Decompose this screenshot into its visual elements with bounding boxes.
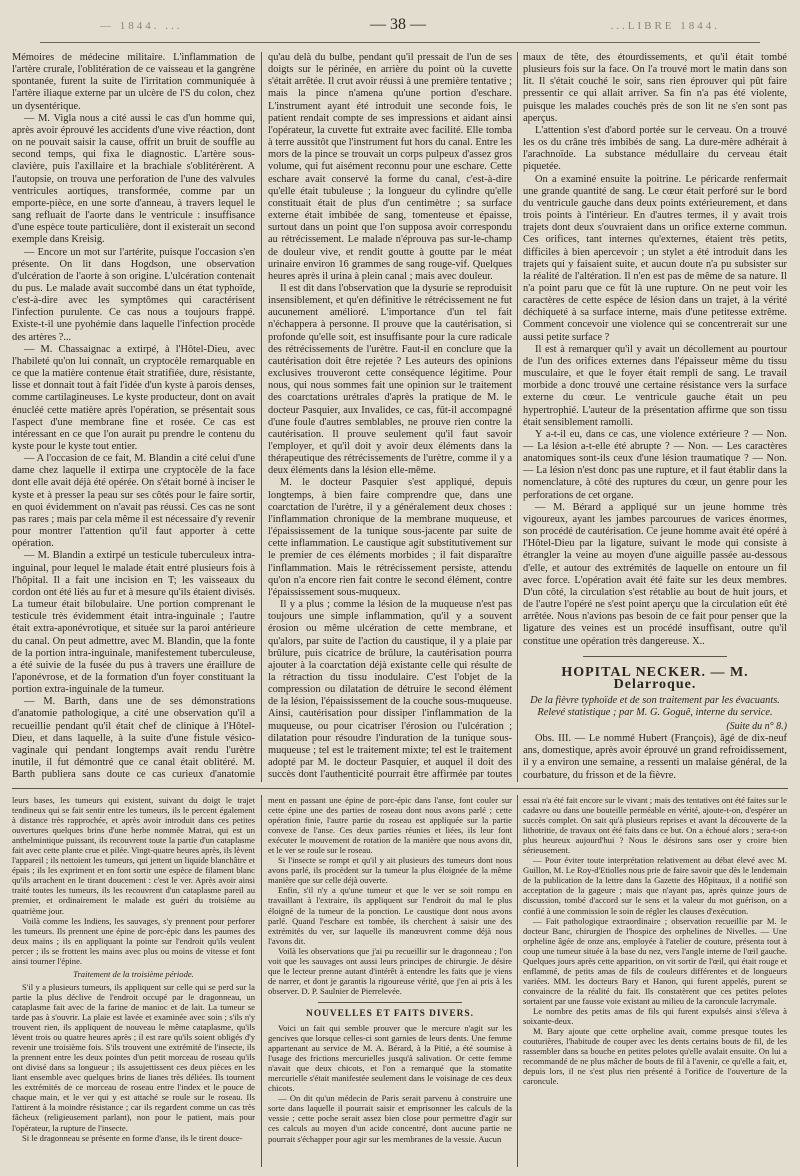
paragraph: L'attention s'est d'abord portée sur le cerveau. On a trouvé les os du crâne très imbibés de sang. La dure-mère adhérait à l'arachnoïde. La substance médullaire du cerveau était piquetée. <box>523 124 787 173</box>
paragraph: leurs bases, les tumeurs qui existent, suivant du doigt le trajet tendineux qui se fait sentir entre les tumeurs, ils le percent également à distance très rapprochée, et après avoir introduit dans ces petites ouvertures quelques brins d'une herbe nommée Matrai, qui est un anthelmintique puissant, ils recouvrent toute la partie d'un cataplasme fait avec cette plante crue et pilée. Vingt-quatre heures après, ils lèvent l'appareil ; ils nettoient les tumeurs, qui jettent un liquide blanchâtre et épais ; ils les expriment et en font sortir une espèce de filament blanc qu'ils arrachent en le tirant doucement : c'est le ver. Après avoir ainsi traité toutes les tumeurs, ils les recouvrent d'un cataplasme pareil au premier, et ordinairement le malade est guéri du troisième au quatrième jour. <box>12 795 255 916</box>
paragraph: maux de tête, des étourdissements, et qu'il était tombé plusieurs fois sur la face. On l'a trouvé mort le matin dans son lit. Il s'était couché le soir, sans rien éprouver qui pût faire pressentir ce qui allait arriver. Sa fin n'a pas été violente, puisque les malades couchés près de son lit ne s'en sont pas aperçus. <box>523 52 787 124</box>
hospital-section-title: HOPITAL NECKER. — M. Delarroque. <box>561 664 749 692</box>
column-rule <box>517 52 518 782</box>
paragraph: Il est dit dans l'observation que la dysurie se reproduisit insensiblement, et qu'en définitive le rétrécissement ne fut aucunement amélioré. L'importance d'un tel fait n'échappera à personne. Il prouve que la cautérisation, si profonde qu'elle soit, est insuffisante pour la cure radicale des rétrécissements de l'urètre. Faut-il en conclure que la cautérisation doit être rejetée ? Les auteurs des opinions exclusives trouveront cette conséquence légitime. Pour nous, qui nous sommes fait une opinion sur le traitement des coarctations urétrales d'après la pratique de M. le docteur Pasquier, aux Invalides, ce cas, fût-il accompagné d'une foule d'autres semblables, ne prouve rien contre la cautérisation. Il prouve seulement qu'il faut savoir l'employer, et qu'il doit y avoir deux éléments dans la thérapeutique des rétrécissements de l'urètre, comme il y a deux éléments dans la lésion elle-même. <box>268 282 512 477</box>
paragraph: — On dit qu'un médecin de Paris serait parvenu à construire une sorte dans laquelle il pourrait saisir et emprisonner les calculs de la vessie ; cette poche serait assez bien close pour permettre d'agir sur ces calculs au moyen d'un acide concentré, dont aucune partie ne pourrait s'échapper pour agir sur les membranes de la vessie. Aucun <box>268 1093 512 1144</box>
paragraph: Y a-t-il eu, dans ce cas, une violence extérieure ? — Non. — La lésion a-t-elle été abrupte ? — Non. — Les caractères anatomiques sont-ils ceux d'une lésion traumatique ? — Non. — La lésion n'est donc pas une rupture, et il faut établir dans la nomenclature, à côté des ruptures du cœur, un genre pour les perforations de cet organe. <box>523 428 787 501</box>
bottom-column-2 <box>268 795 512 1167</box>
paragraph: S'il y a plusieurs tumeurs, ils appliquent sur celle qui se perd sur la partie la plus déclive de l'endroit occupé par le dragonneau, un cataplasme fait avec de la farine de manioc et de lait. La tumeur se tarde pas à s'ouvrir. La plaie est lavée et examinée avec soin ; s'ils n'y trouvent rien, ils appliquent de nouveau le même cataplasme, qu'ils lèvent trois ou quatre heures après ; il est rare qu'ils soient obligés d'y revenir une troisième fois. S'ils trouvent une extrémité de l'insecte, ils la prennent entre les deux pointes d'un petit morceau de roseau qu'ils ont divisé dans sa longueur ; ils assujettissent ces deux pièces en les liant ensemble avec quelques brins de lianes très déliées. Ils tournent les extrémités de ce morceau de roseau entre l'index et le pouce de chaque main, et le ver qui y est attaché se roule sur le roseau. Ils l'attirent à la moindre résistance ; car ils regardent comme un cas très fâcheux (religieusement parlant), non pour le patient, mais pour l'opérateur, la rupture de l'insecte. <box>12 981 255 1133</box>
bottom-column-1 <box>12 795 255 1167</box>
paragraph: ment en passant une épine de porc-épic dans l'anse, font couler sur cette épine une des parties de roseau dont nous avons parlé ; cette opération finie, l'autre partie du roseau est appliquée sur la partie convexe de l'anse. Ces deux parties réunies et liées, ils leur font exécuter le mouvement de rotation de la manière que nous avons dit, et le ver se roule sur le roseau. <box>268 795 512 856</box>
paragraph: — A l'occasion de ce fait, M. Blandin a cité celui d'une dame chez laquelle il extirpa une cryptocèle de la face dont elle avait déjà été opérée. On s'était borné à inciser le kyste et à presser la peau sur ses côtés pour le faire sortir, en quoi évidemment on n'avait pas réussi. Ces cas ne sont pas rares ; mais par cela même il est nécessaire d'y revenir pour montrer l'attention qu'il faut apporter à cette opération. <box>12 453 255 550</box>
paragraph: Il y a plus ; comme la lésion de la muqueuse n'est pas toujours une simple inflammation, qu'il y a souvent érosion ou même ulcération de cette membrane, et qu'alors, par suite de l'action du caustique, il y a plaie par brûlure, puis cicatrice de brûlure, la cautérisation pourra ajouter à la coarctation déjà existante celle qui résulte de la rétraction du tissu inodulaire. C'est l'objet de la compression ou dilatation de détruire le second élément de la lésion, l'épaississement de la couche sous-muqueuse. Ainsi, cautérisation pour dissiper l'inflammation de la muqueuse, ou pour cicatriser l'érosion ou l'ulcération ; dilatation pour résoudre l'induration de la tunique sous-muqueuse ; tel est le traitement mixte; tel est le traitement adopté par M. le docteur Pasquier, et auquel il doit des succès dont l'authenticité pourrait être affirmée par toutes <box>268 599 512 781</box>
hospital-subtitle: De la fièvre typhoïde et de son traitement par les évacuants. Relevé statistique ; par M. G. Goguê, interne du service. <box>530 694 780 718</box>
section-divider <box>583 656 727 657</box>
header-left-text: — 1844. ... <box>100 20 183 32</box>
paragraph: — Fait pathologique extraordinaire ; observation recueillie par M. le docteur Banc, chirurgien de l'hospice des orphelines de Nivelles. — Une orpheline âgée de onze ans, employée à l'atelier de couture, présenta tout à coup une tumeur située à la base du nez, vers l'angle interne de l'œil gauche. Quelques jours après cette apparition, on vit sortir de l'œil, qui était rouge et enflammé, de petits amas de fils de couleurs différentes et de longueurs variées. MM. les docteurs Bary et Hanon, qui furent appelés, purent se convaincre de la réalité du fait. Ils constatèrent que ces petites pelotes sortaient par une fausse voie existant au milieu de la caroncule lacrymale. <box>523 915 787 1006</box>
feuilleton-rule <box>12 788 788 789</box>
paragraph: — M. Chassaignac a extirpé, à l'Hôtel-Dieu, avec l'habileté qu'on lui connaît, un cryptocèle remarquable en ce que la matière contenue était stratifiée, dure, résistante, lisse et donnait tout à fait l'idée d'un kyste à parois denses, comme cartilagineuses. Le kyste producteur, dont on avait énucléé cette matière après l'opération, se présentait sous l'aspect d'une membrane fine et rosée. Ce cas est intéressant en ce que l'on aurait pu prendre le contenu du kyste pour le kyste tout entier. <box>12 343 255 452</box>
paragraph: Obs. III. — Le nommé Hubert (François), âgé de dix-neuf ans, domestique, après avoir éprouvé un grand refroidissement, il y a environ une semaine, a ressenti un malaise général, de la courbature, du frisson et de la fièvre. <box>523 733 787 781</box>
paragraph: Voici un fait qui semble prouver que le mercure n'agit sur les gencives que lorsque celles-ci sont garnies de leurs dents. Une femme appartenant au service de M. A. Bérard, à la Pitié, a été soumise à l'usage des frictions mercurielles jusqu'à salivation. Or cette femme n'avait que deux chicots, et l'on a remarqué que la stomatite mercurielle s'était manifestée seulement dans le voisinage de ces deux chicots. <box>268 1022 512 1094</box>
column-3 <box>523 52 787 782</box>
paragraph: — M. Vigla nous a cité aussi le cas d'un homme qui, après avoir éprouvé les accidents d'une vive réaction, dont on ne pouvait saisir la cause, offrit un bruit de souffle au second temps, qui fixa le diagnostic. L'artère sous-clavière, puis l'axillaire et la brachiale s'oblitérèrent. A l'autopsie, on trouva une perforation de l'une des valvules ventricules aortiques, transformée, comme par un emporte-pièce, en une sorte d'anneau, à travers lequel le sang refluait de l'aorte dans le ventricule : insuffisance d'une espèce toute particulière, dont il existerait un second exemple dans Kreisig. <box>12 112 255 246</box>
column-1 <box>12 52 255 782</box>
header-right-text: ...LIBRE 1844. <box>610 20 720 32</box>
paragraph: Voilà les observations que j'ai pu recueillir sur le dragonneau ; l'on voit que les sauvages ont aussi leurs principes de chirurgie. Je désire que le lecteur prenne autant d'intérêt à entendre les faits que je viens de narrer, et dont je garantis la rigoureuse vérité, que j'en ai pris à les observer. D. P. Saulnier de Pierrelevée. <box>268 945 512 996</box>
paragraph: — M. Bérard a appliqué sur un jeune homme très vigoureux, ayant les jambes parcourues de varices énormes, son procédé de cautérisation. Ce jeune homme avait été opéré à l'Hôtel-Dieu par la ligature, suivant le mode qui consiste à étrangler la veine au moyen d'une aiguille passée au-dessous d'elle, et autour des extrémités de laquelle on entoure un fil avec force. L'opération avait été faite sur les deux membres. D'un côté, la circulation s'est rétablie au bout de huit jours, et de l'autre l'opéré ne s'est point aperçu que la circulation eût été arrêtée. Nous n'avions pas besoin de ce fait pour penser que la ligature des veines est un procédé insuffisant, outre qu'il constitue une opération très dangereuse. X.. <box>523 501 787 647</box>
page-header <box>40 12 760 43</box>
column-rule <box>517 795 518 1167</box>
news-section-title: NOUVELLES ET FAITS DIVERS. <box>306 1008 474 1019</box>
paragraph: — M. Blandin a extirpé un testicule tuberculeux intra-inguinal, pour lequel le malade était entré plusieurs fois à l'hôpital. Il a fait une incision en T; les vaisseaux du cordon ont été liés au fur et à mesure qu'ils étaient divisés. La tumeur était bilobulaire. Une portion comprenant le testicule très évidemment était intra-inguinale ; l'autre était extra-aponévrotique, et située sur la paroi antérieure du canal. On peut admettre, avec M. Blandin, que la fonte de la portion intra-inguinale, manifestement tuberculeuse, a été suivie de la fusée du pus à travers une éraillure de l'aponévrose, et de la formation d'un foyer constituant la portion extra-inguinale de la tumeur. <box>12 550 255 696</box>
paragraph: Si le dragonneau se présente en forme d'anse, ils le tirent douce- <box>22 1132 243 1143</box>
paragraph: essai n'a été fait encore sur le vivant ; mais des tentatives ont été faites sur le cadavre ou dans une bouteille perméable en vérité, ajoute-t-on, d'espérer un succès complet. On sait qu'à plusieurs reprises et avant la découverte de la lithotritie, de travaux ont été faits dans ce but. On a échoué alors ; sera-t-on plus heureux aujourd'hui ? Nous le désirons sans oser y croire bien sérieusement. <box>523 795 787 856</box>
section-divider <box>318 1002 462 1003</box>
paragraph: — Pour éviter toute interprétation relativement au débat élevé avec M. Guillon, M. Le Roy-d'Etiolles nous prie de faire savoir que dès le lendemain de la publication de la lettre dans la Gazette des Hôpitaux, il a notifié son acceptation de la gageure ; mais que n'ayant pas, après quinze jours de discussion, tombé d'accord sur le sens et la valeur du mot guérison, on a confié à une commission le soin de régler les clauses d'exécution. <box>523 855 787 916</box>
bottom-column-3 <box>523 795 787 1167</box>
column-2 <box>268 52 512 782</box>
paragraph: M. le docteur Pasquier s'est appliqué, depuis longtemps, à bien faire comprendre que, dans une coarctation de l'urètre, il y a généralement deux choses : l'inflammation chronique de la membrane muqueuse, et l'épaississement de la tunique sous-jacente par suite de cette inflammation. Le caustique agit substitutivement sur le premier de ces éléments morbides ; il fait disparaître l'inflammation. Mais le rétrécissement persiste, attendu qu'on n'a encore rien fait contre le second élément, contre l'épaississement sous-muqueux. <box>268 477 512 598</box>
paragraph: qu'au delà du bulbe, pendant qu'il pressait de l'un de ses doigts sur le périnée, en arrière du point où la cuvette s'était arrêtée. Il crut avoir réussi à une première tentative ; mais la pince n'amena qu'une portion d'eschare. L'instrument ayant été introduit une seconde fois, le patient rendait compte de ses impressions et aidant ainsi l'opérateur, la cuvette fut extraite avec facilité. Elle tomba à terre aussitôt que l'instrument fut hors du canal. Entre les mors de la pince se trouvait un corps pulpeux d'assez gros volume, qui fut aisément reconnu pour une eschare. Cette eschare avait conservé la forme du canal, c'est-à-dire qu'elle était tubuleuse ; la longueur du cylindre qu'elle constituait était de plus d'un centimètre ; sa surface externe était imbibée de sang, tomenteuse et épaisse, surtout dans un point que l'on supposa avoir correspondu au rétrécissement. Le malade n'éprouva pas sur-le-champ de douleur vive, et rendit goutte à goutte par le méat urinaire environ 16 grammes de sang rouge-vif. Quelques heures après il urina à plein canal ; mais avec douleur. <box>268 52 512 282</box>
paragraph: — M. Barth, dans une de ses démonstrations d'anatomie pathologique, a cité une observation qu'il a recueillie pendant qu'il était chef de clinique à l'Hôtel-Dieu, et dans laquelle, à la suite d'une fistule vésico-vaginale qui pendant longtemps avait rendu l'urètre inutile, il fut démontré que ce canal était oblitéré. M. Barth publiera sans doute ce cas curieux d'anatomie <box>12 696 255 781</box>
paragraph: Le nombre des petits amas de fils qui furent expulsés ainsi s'éleva à soixante-deux. <box>523 1005 787 1027</box>
paragraph: Il est à remarquer qu'il y avait un décollement au pourtour de l'un des orifices externes dans l'épaisseur même du tissu musculaire, et que le foyer était rempli de sang. Le travail morbide a donc trouvé une certaine résistance vers la surface externe du cœur. Le ventricule gauche était un peu hypertrophié. L'auteur de la présentation affirme que son tissu était sensiblement ramolli. <box>523 343 787 428</box>
paragraph: Si l'insecte se rompt et qu'il y ait plusieurs des tumeurs dont nous avons parlé, ils procèdent sur la tumeur la plus éloignée de la même manière que sur celle déjà ouverte. <box>268 855 512 886</box>
paragraph: On a examiné ensuite la poitrine. Le péricarde renfermait une grande quantité de sang. Le cœur était perforé sur le bord du ventricule gauche dans deux points extérieurement, et dans trois points à l'intérieur. En d'autres termes, il y avait trois trajets dont deux s'ouvraient dans un orifice externe commun. Ces orifices, tant internes qu'externes, étaient très petits, difficiles à bien apercevoir ; un stylet a été introduit dans les trajets qui y faisaient suite, et aucun doute n'a pu subsister sur la réalité de l'altération. Il n'en est pas de même de sa nature. Il n'a point paru que ce fût là une rupture. On ne peut voir les caractères de cette espèce de lésion dans un trajet, à la vérité déchiqueté à sa surface interne, mais d'une petitesse extrême. Comment concevoir une violence qui se concentrerait sur une aussi petite surface ? <box>523 173 787 343</box>
paragraph: M. Bary ajoute que cette orpheline avait, comme presque toutes les couturières, l'habitude de couper avec les dents certains bouts de fil, de les rassembler dans sa bouche en petites pelotes qu'elle avalait ensuite. On lui a recommandé de ne plus mâcher de bouts de fil à l'avenir, ce qu'elle a fait, et, depuis lors, il ne s'est plus rien présenté à l'orifice de l'ouverture de la caroncule. <box>523 1026 787 1087</box>
page-number: — 38 — <box>370 16 426 33</box>
paragraph: — Encore un mot sur l'artérite, puisque l'occasion s'en présente. On lit dans Hogdson, une observation d'ulcération de l'aorte à son origine. L'ulcération contenait du pus. Le malade avait succombé dans un état typhoïde, c'est-à-dire avec les symptômes qui caractérisent l'infection purulente. Ce cas nous a toujours frappé. Existe-t-il une pyohémie dans laquelle l'infection procède des artères ?... <box>12 246 255 343</box>
continuation-note: (Suite du n° 8.) <box>726 720 787 732</box>
paragraph: Mémoires de médecine militaire. L'inflammation de l'artère crurale, l'oblitération de ce vaisseau et la gangrène spontanée, furent la suite de l'irritation communiquée à l'artère iliaque externe par un ulcère de l'S du colon, chez un dysentérique. <box>12 52 255 112</box>
column-rule <box>261 795 262 1167</box>
paragraph: Enfin, s'il n'y a qu'une tumeur et que le ver se soit rompu en travaillant à l'extraire, ils appliquent sur l'endroit du mal le plus éloigné de la tumeur de la ponction. Le caustique dont nous avons parlé. Quand l'eschare est tombée, ils cherchent à saisir une des extrémités du ver, sur laquelle ils manœuvrent comme déjà nous l'avons dit. <box>268 885 512 946</box>
paragraph: Voilà comme les Indiens, les sauvages, s'y prennent pour perforer les tumeurs. Ils prennent une épine de porc-épic dans les paumes des deux mains ; ils en appliquant la pointe sur l'endroit qu'ils veulent percer ; ils se frottent les mains avec plus ou moins de vitesse et font ainsi tourner l'épine. <box>12 915 255 966</box>
column-rule <box>261 52 262 782</box>
subheading: Traitement de la troisième période. <box>73 968 194 979</box>
